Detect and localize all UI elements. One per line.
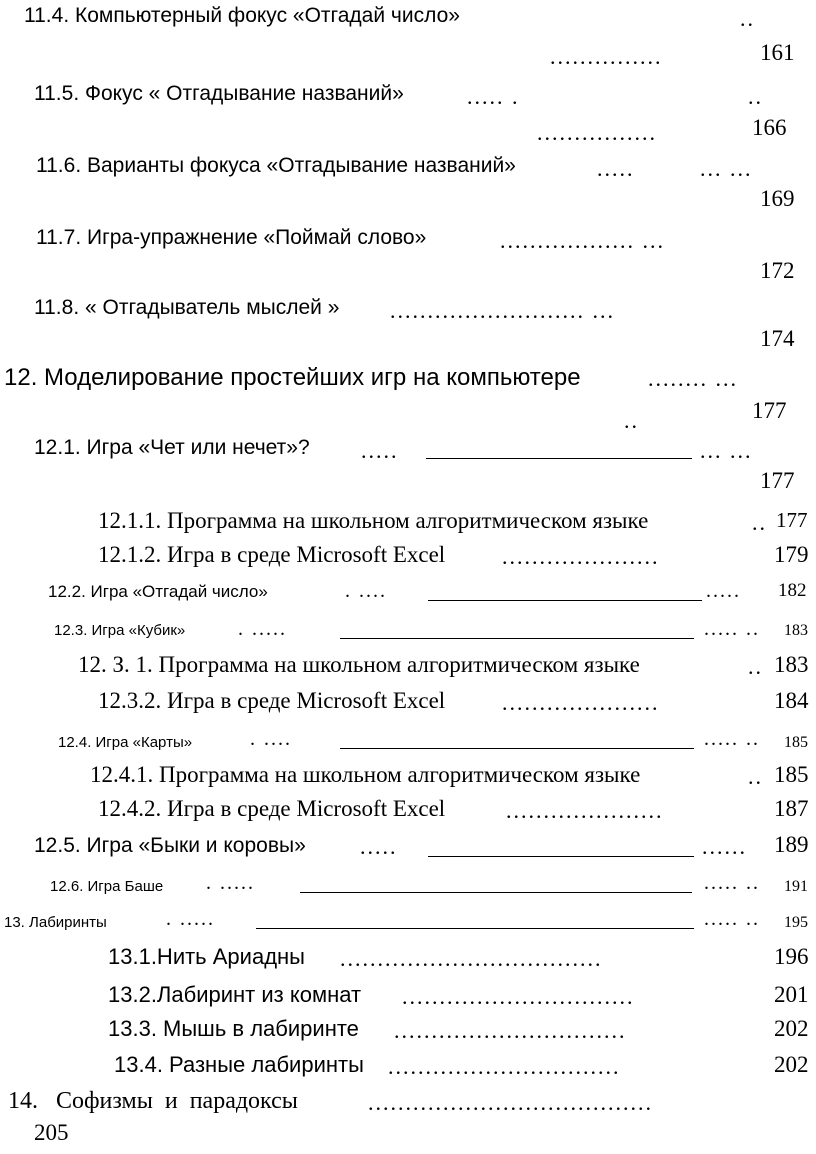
toc-leader-dots: .. [748, 764, 763, 789]
toc-leader-dots: .. [748, 84, 763, 109]
toc-page-number: 177 [752, 398, 787, 423]
toc-leader-rule [426, 458, 692, 459]
toc-leader-dots: ..................... [502, 544, 660, 569]
toc-leader-dots: .......................... ... [390, 298, 615, 323]
toc-page-number: 189 [774, 832, 809, 857]
toc-entry-title: 12.1.2. Игра в среде Microsoft Excel [98, 542, 446, 567]
toc-leader-dots: .. [624, 408, 639, 433]
toc-entry-title: 13.4. Разные лабиринты [114, 1052, 364, 1077]
toc-page-number: 183 [784, 622, 808, 639]
toc-leader-dots: ...... [702, 834, 747, 859]
toc-entry-title: 12.1. Игра «Чет или нечет»? [34, 436, 310, 459]
toc-page-number: 182 [778, 580, 807, 601]
toc-leader-dots: ............................... [394, 1018, 627, 1043]
toc-leader-dots: . .... [345, 580, 387, 602]
toc-leader-dots: . ..... [166, 908, 215, 930]
toc-entry-title: 13.1.Нить Ариадны [108, 944, 305, 969]
toc-leader-dots: . .... [250, 728, 292, 750]
toc-leader-rule [300, 892, 692, 893]
toc-leader-rule [340, 638, 694, 639]
toc-page-number: 177 [760, 468, 795, 493]
toc-entry-title: 12.2. Игра «Отгадай число» [48, 582, 268, 601]
toc-leader-dots: ..... .. [704, 908, 760, 930]
toc-leader-dots: .. [740, 6, 755, 31]
toc-entry-title: 13.3. Мышь в лабиринте [108, 1016, 359, 1041]
toc-leader-dots: . ..... [238, 618, 287, 640]
toc-page-number: 187 [774, 796, 809, 821]
toc-page-number: 201 [774, 982, 809, 1007]
toc-entry-title: 12.3. Игра «Кубик» [54, 622, 186, 639]
toc-entry-title: 12.4.1. Программа на школьном алгоритмическом языке [90, 762, 641, 787]
toc-leader-dots: ............................... [402, 984, 635, 1009]
toc-entry-title: 11.6. Варианты фокуса «Отгадывание названий» [36, 154, 516, 177]
toc-leader-dots: ............... [550, 44, 663, 69]
toc-page-number: 202 [774, 1016, 809, 1041]
toc-leader-dots: .. [748, 654, 763, 679]
toc-leader-dots: ..... [706, 580, 741, 602]
toc-page-number: 166 [752, 115, 787, 140]
toc-leader-dots: ................................... [340, 946, 603, 971]
toc-leader-rule [428, 856, 694, 857]
toc-page-number: 196 [774, 944, 809, 969]
toc-leader-dots: ...................................... [368, 1090, 653, 1115]
toc-leader-rule [256, 928, 694, 929]
toc-page-number: 169 [760, 186, 795, 211]
toc-page-number: 205 [34, 1120, 69, 1145]
toc-entry-title: 12. Моделирование простейших игр на компьютере [4, 364, 581, 391]
toc-leader-dots: .. [752, 510, 767, 535]
toc-leader-dots: ... ... [700, 438, 753, 463]
toc-leader-rule [428, 600, 702, 601]
toc-entry-title: 12.1.1. Программа на школьном алгоритмическом языке [98, 508, 649, 533]
toc-leader-dots: ..... [597, 156, 635, 181]
toc-leader-dots: ..... .. [704, 872, 760, 894]
toc-leader-rule [340, 748, 694, 749]
toc-leader-dots: ............................... [388, 1054, 621, 1079]
toc-page-number: 174 [760, 326, 795, 351]
toc-leader-dots: ... ... [700, 156, 753, 181]
toc-entry-title: 14. Софизмы и парадоксы [8, 1088, 298, 1114]
toc-entry-title: 11.7. Игра-упражнение «Поймай слово» [36, 226, 427, 249]
toc-leader-dots: ..... .. [704, 618, 760, 640]
toc-entry-title: 12.3.2. Игра в среде Microsoft Excel [98, 688, 446, 713]
toc-page-number: 161 [760, 40, 795, 65]
toc-entry-title: 11.8. « Отгадыватель мыслей » [34, 296, 340, 319]
toc-page-number: 202 [774, 1052, 809, 1077]
toc-leader-dots: ..... [361, 438, 399, 463]
toc-page-number: 177 [776, 508, 808, 532]
toc-page-number: 185 [784, 734, 808, 751]
toc-page-number: 183 [774, 652, 809, 677]
toc-entry-title: 11.4. Компьютерный фокус «Отгадай число» [24, 4, 460, 27]
toc-entry-title: 12.6. Игра Баше [50, 878, 164, 895]
toc-page-number: 185 [774, 762, 809, 787]
toc-leader-dots: .................. ... [500, 228, 665, 253]
toc-page-number: 191 [784, 878, 808, 895]
toc-page-number: 172 [760, 258, 795, 283]
toc-entry-title: 12.4.2. Игра в среде Microsoft Excel [98, 796, 446, 821]
toc-leader-dots: ........ ... [648, 366, 738, 391]
toc-leader-dots: ..... [360, 834, 398, 859]
toc-leader-dots: ..... . [467, 84, 520, 109]
toc-entry-title: 11.5. Фокус « Отгадывание названий» [34, 82, 404, 105]
toc-entry-title: 12. З. 1. Программа на школьном алгоритмическом языке [78, 652, 640, 677]
toc-entry-title: 13.2.Лабиринт из комнат [108, 982, 362, 1007]
toc-leader-dots: ................ [537, 120, 657, 145]
toc-leader-dots: ..................... [502, 690, 660, 715]
toc-entry-title: 12.4. Игра «Карты» [58, 734, 193, 751]
toc-page-number: 184 [774, 688, 809, 713]
toc-leader-dots: ..... .. [704, 728, 760, 750]
toc-entry-title: 13. Лабиринты [4, 914, 107, 931]
toc-leader-dots: . ..... [206, 872, 255, 894]
toc-leader-dots: ..................... [506, 798, 664, 823]
toc-page-number: 195 [784, 914, 808, 931]
toc-page-number: 179 [774, 542, 809, 567]
toc-entry-title: 12.5. Игра «Быки и коровы» [34, 834, 306, 857]
